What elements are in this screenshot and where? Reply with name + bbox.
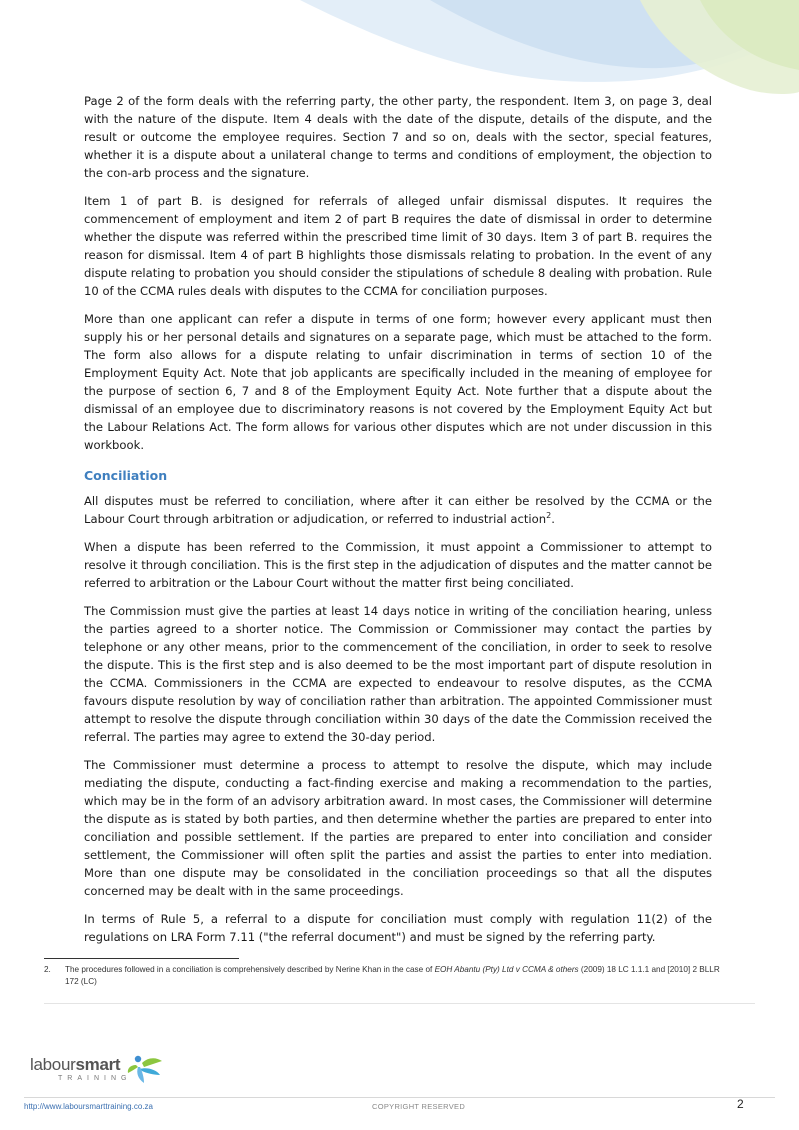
paragraph: More than one applicant can refer a dispute in terms of one form; however every applicant must then supply his or her personal details and signatures on a separate page, which must be attached to the form. The form also allows for a dispute relating to unfair discrimination in terms of section 10 of the Employment Equity Act. Note that job applicants are specifically included in the meaning of employee for the purpose of section 6, 7 and 8 of the Employment Equity Act. Note further that a dispute about the dismissal of an employee due to discriminatory reasons is not covered by the Employment Equity Act but the Labour Relations Act. The form allows for various other disputes which are not under discussion in this workbook.: [84, 312, 712, 452]
footnote-divider: [44, 958, 239, 959]
paragraph-end: .: [551, 512, 555, 526]
company-logo: [30, 1053, 170, 1087]
paragraph: Page 2 of the form deals with the referring party, the other party, the respondent. Item 3, on page 3, deal with the nature of the dispute. Item 4 deals with the date of the dispute, details of the dispute, and the result or outcome the employee requires. Section 7 and so on, deals with the sector, special features, whether it is a dispute about a unilateral change to terms and conditions of employment, the objection to the con-arb process and the signature.: [84, 94, 712, 180]
logo-tagline: TRAINING: [58, 1075, 132, 1082]
paragraph: The Commission must give the parties at least 14 days notice in writing of the conciliation hearing, unless the parties agreed to a shorter notice. The Commission or Commissioner may contact the parties by telephone or any other means, prior to the commencement of the conciliation, in order to seek to resolve the dispute. This is the first step and is also deemed to be the most important part of dispute resolution in the CCMA. Commissioners in the CCMA are expected to endeavour to resolve disputes, as the CCMA favours dispute resolution by way of conciliation rather than arbitration. The appointed Commissioner must attempt to resolve the dispute through conciliation within 30 days of the date the Commission received the referral. The parties may agree to extend the 30-day period.: [84, 604, 712, 744]
footnote-number: 2.: [44, 965, 51, 974]
footnote-text-before: The procedures followed in a conciliation is comprehensively described by Nerine Khan in the case of: [65, 965, 435, 974]
footnote-text: [65, 964, 725, 988]
paragraph-with-footnote-ref: [84, 492, 712, 528]
logo-wordmark: [30, 1055, 120, 1075]
footnote-case-name: EOH Abantu (Pty) Ltd v CCMA & others: [434, 965, 579, 974]
paragraph: In terms of Rule 5, a referral to a dispute for conciliation must comply with regulation 11(2) of the regulations on LRA Form 7.11 ("the referral document") and must be signed by the referring party.: [84, 912, 712, 944]
footnote-ref[interactable]: 2: [546, 511, 552, 521]
document-body: [84, 92, 712, 956]
footnote: [44, 964, 744, 988]
logo-name-light: labour: [30, 1055, 76, 1074]
copyright-notice: COPYRIGHT RESERVED: [372, 1102, 466, 1111]
page-number: 2: [737, 1097, 744, 1111]
paragraph: Item 1 of part B. is designed for referrals of alleged unfair dismissal disputes. It requires the commencement of employment and item 2 of part B requires the date of dismissal in order to determine whether the dispute was referred within the prescribed time limit of 30 days. Item 3 of part B. requires the reason for dismissal. Item 4 of part B highlights those dismissals relating to probation. In the event of any dispute relating to probation you should consider the stipulations of schedule 8 dealing with probation. Rule 10 of the CCMA rules deals with disputes to the CCMA for conciliation purposes.: [84, 194, 712, 298]
footer-separator: [44, 1003, 755, 1004]
website-link[interactable]: http://www.laboursmarttraining.co.za: [24, 1102, 153, 1111]
paragraph-text: All disputes must be referred to conciliation, where after it can either be resolved by the CCMA or the Labour Court through arbitration or adjudication, or referred to industrial action: [84, 494, 712, 526]
pinwheel-logo-icon: [126, 1053, 166, 1085]
paragraph: When a dispute has been referred to the Commission, it must appoint a Commissioner to attempt to resolve it through conciliation. This is the first step in the adjudication of disputes and the matter cannot be referred to arbitration or the Labour Court without the matter first being conciliated.: [84, 540, 712, 590]
footnote-text-after: (2009) 18 LC 1.1.1 and [2010] 2 BLLR 172 (LC): [65, 965, 720, 986]
paragraph: The Commissioner must determine a process to attempt to resolve the dispute, which may include mediating the dispute, conducting a fact-finding exercise and making a recommendation to the parties, which may be in the form of an advisory arbitration award. In most cases, the Commissioner will determine the dispute as is stated by both parties, and then determine whether the parties are prepared to enter into conciliation and possible settlement. If the parties are prepared to enter into conciliation and consider settlement, the Commissioner will often split the parties and assist the parties to enter into mediation. More than one dispute may be consolidated in the conciliation proceedings so that all the disputes concerned may be dealt with in the same proceedings.: [84, 758, 712, 898]
footer-rule: [24, 1097, 775, 1098]
section-heading-conciliation: Conciliation: [84, 468, 168, 483]
logo-name-bold: smart: [75, 1055, 121, 1074]
